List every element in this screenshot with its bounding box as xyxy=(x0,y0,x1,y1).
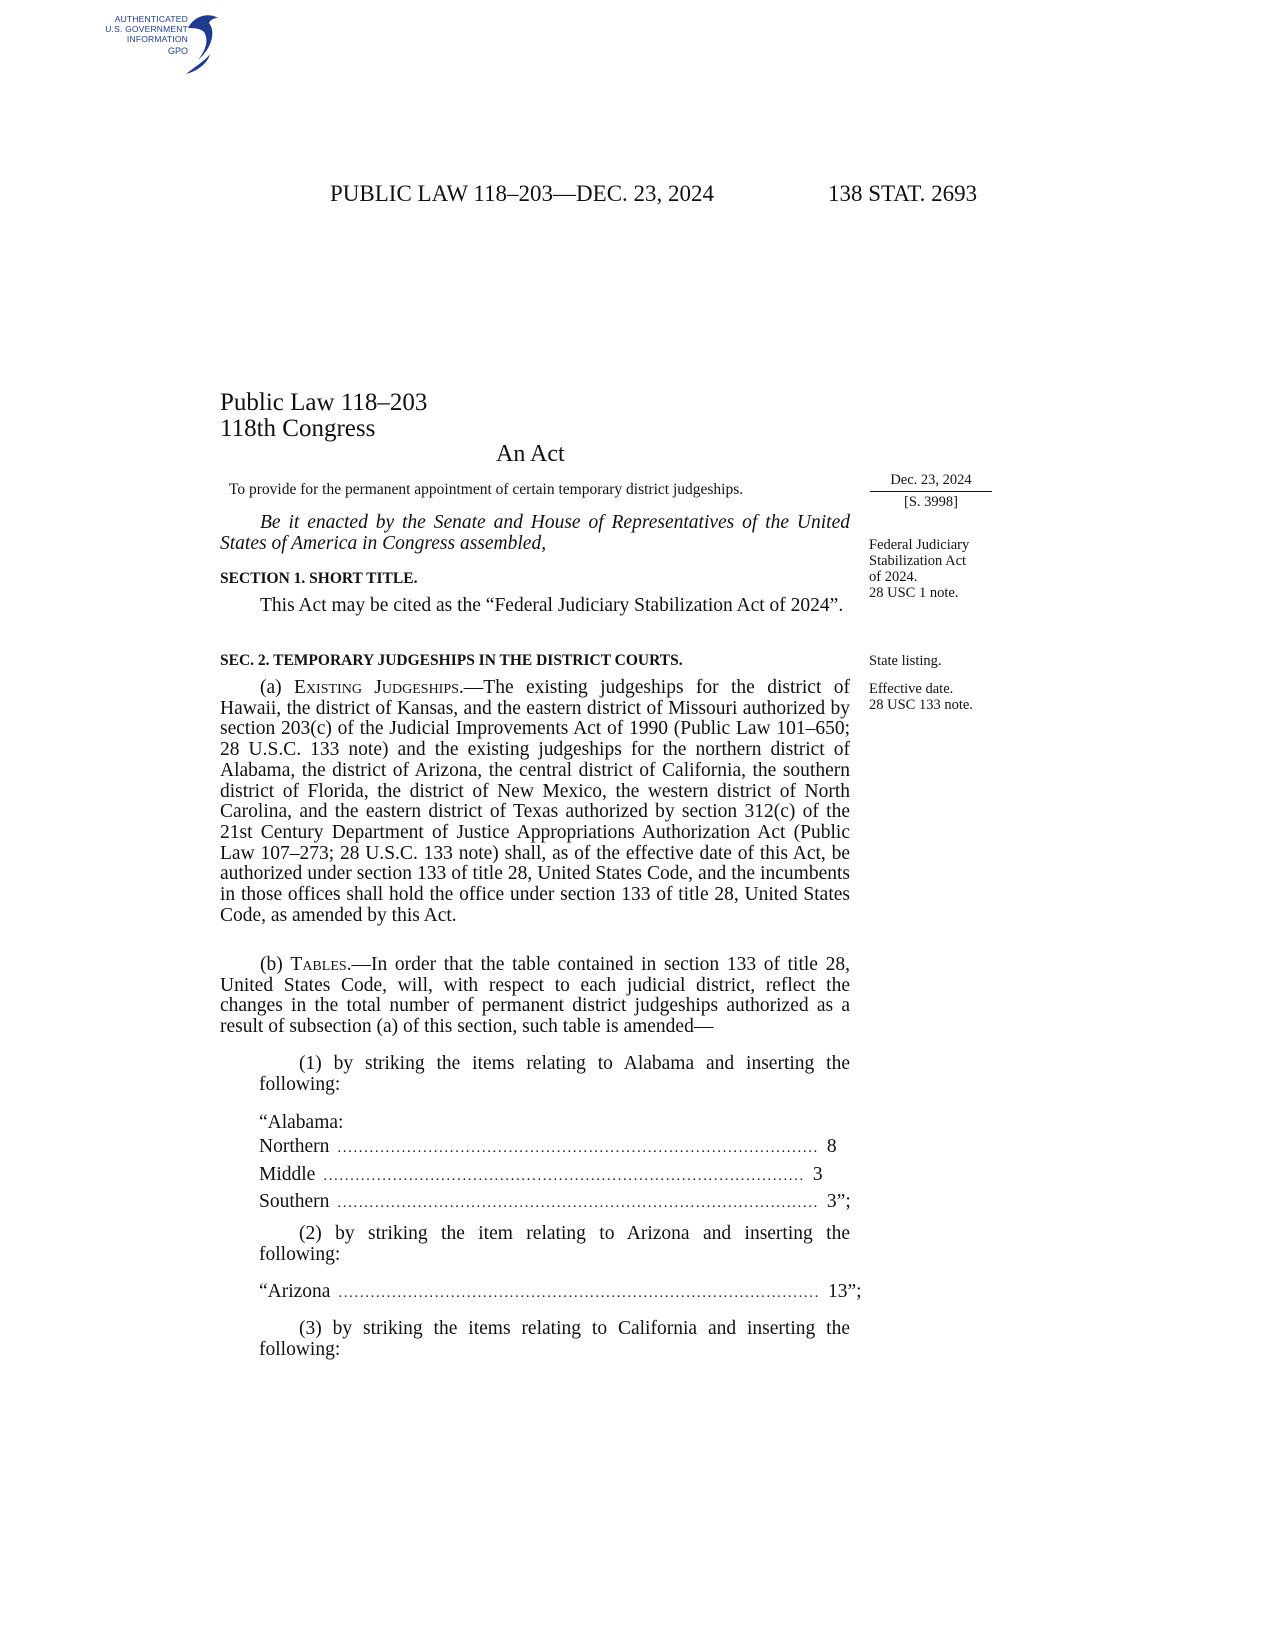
seal-line: AUTHENTICATED xyxy=(114,14,188,24)
margin-note-short-title xyxy=(869,537,969,601)
leader-dots: .......................................................................................... xyxy=(337,1195,819,1211)
paragraph-2: (2) by striking the item relating to Arizona and inserting the following: xyxy=(259,1223,850,1265)
section-1-text: This Act may be cited as the “Federal Judiciary Stabilization Act of 2024”. xyxy=(260,595,844,616)
seal-text xyxy=(92,14,188,44)
enacting-clause: Be it enacted by the Senate and House of Representatives of the United States of America in Congress assembled, xyxy=(220,512,850,554)
seal-line: INFORMATION xyxy=(126,34,188,44)
running-head-left: PUBLIC LAW 118–203—DEC. 23, 2024 xyxy=(330,181,715,206)
margin-note-line: Effective date. xyxy=(869,681,954,697)
subsection-b-text: .—In order that the table contained in section 133 of title 28, United States Code, will, with respect to each judicial district, reflect the changes in the total number of permanent district judgeships authorized as a result of subsection (a) of this section, such table is amended— xyxy=(220,954,850,1038)
subsection-b-label: (b) xyxy=(260,954,291,975)
margin-note-line: 28 USC 133 note. xyxy=(869,697,973,713)
public-law-number: Public Law 118–203 xyxy=(220,389,428,416)
district-name: Southern xyxy=(259,1191,330,1212)
district-name: Middle xyxy=(259,1163,316,1185)
alabama-table xyxy=(259,1134,851,1217)
table-row xyxy=(259,1189,851,1217)
subsection-a-label: (a) xyxy=(260,677,295,698)
margin-note-line: of 2024. xyxy=(869,569,918,585)
leader-dots: .......................................................................................... xyxy=(323,1167,805,1184)
section-1-heading: SECTION 1. SHORT TITLE. xyxy=(220,570,418,587)
judgeship-count: 3”; xyxy=(826,1191,851,1212)
table-row xyxy=(259,1162,823,1190)
district-name: “Arizona xyxy=(259,1281,331,1302)
subsection-a-heading: Existing Judgeships xyxy=(294,677,459,698)
section-2-heading: SEC. 2. TEMPORARY JUDGESHIPS IN THE DISTRICT COURTS. xyxy=(220,652,683,669)
alabama-table-heading: “Alabama: xyxy=(259,1112,344,1133)
judgeship-count: 8 xyxy=(826,1136,837,1157)
margin-note-line: 28 USC 1 note. xyxy=(869,585,959,601)
margin-rule xyxy=(870,491,992,492)
table-row xyxy=(259,1134,837,1162)
leader-dots: .......................................................................................... xyxy=(338,1285,820,1301)
act-title: An Act xyxy=(496,441,565,467)
seal-gpo-mark: GPO xyxy=(167,46,188,56)
subsection-a xyxy=(220,678,850,926)
arizona-table xyxy=(259,1279,862,1307)
bill-number: [S. 3998] xyxy=(904,494,958,510)
leader-dots: .......................................................................................... xyxy=(337,1140,819,1156)
subsection-b xyxy=(220,955,850,1038)
running-head-right: 138 STAT. 2693 xyxy=(828,181,978,206)
margin-note-state-listing: State listing. xyxy=(869,653,942,669)
district-name: Northern xyxy=(259,1136,330,1157)
eagle-icon xyxy=(184,10,224,76)
subsection-a-text: .—The existing judgeships for the district of Hawaii, the district of Kansas, and the eastern district of Missouri authorized by section 203(c) of the Judicial Improvements Act of 1990 (Public Law 101–650; 28 U.S.C. 133 note) and the existing judgeships for the northern district of Alabama, the district of Arizona, the central district of California, the southern district of Florida, the district of New Mexico, the western district of North Carolina, and the eastern district of Texas authorized by section 312(c) of the 21st Century Department of Justice Appropriations Authorization Act (Public Law 107–273; 28 U.S.C. 133 note) shall, as of the effective date of this Act, be authorized under section 133 of title 28, United States Code, and the incumbents in those offices shall hold the office under section 133 of title 28, United States Code, as amended by this Act. xyxy=(220,677,850,926)
gpo-authentication-seal xyxy=(92,10,232,76)
congress-number: 118th Congress xyxy=(220,415,376,442)
paragraph-1: (1) by striking the items relating to Alabama and inserting the following: xyxy=(259,1053,850,1095)
judgeship-count: 13”; xyxy=(827,1281,862,1302)
margin-note-effective-date xyxy=(869,681,973,713)
paragraph-3: (3) by striking the items relating to California and inserting the following: xyxy=(259,1318,850,1360)
margin-note-line: Federal Judiciary xyxy=(869,537,970,553)
table-row xyxy=(259,1279,862,1307)
judgeship-count: 3 xyxy=(812,1163,823,1185)
act-purpose: To provide for the permanent appointment of certain temporary district judgeships. xyxy=(229,481,744,498)
margin-note-line: Stabilization Act xyxy=(869,553,967,569)
seal-line: U.S. GOVERNMENT xyxy=(105,24,188,34)
enactment-date: Dec. 23, 2024 xyxy=(890,472,972,488)
subsection-b-heading: Tables xyxy=(290,954,347,975)
